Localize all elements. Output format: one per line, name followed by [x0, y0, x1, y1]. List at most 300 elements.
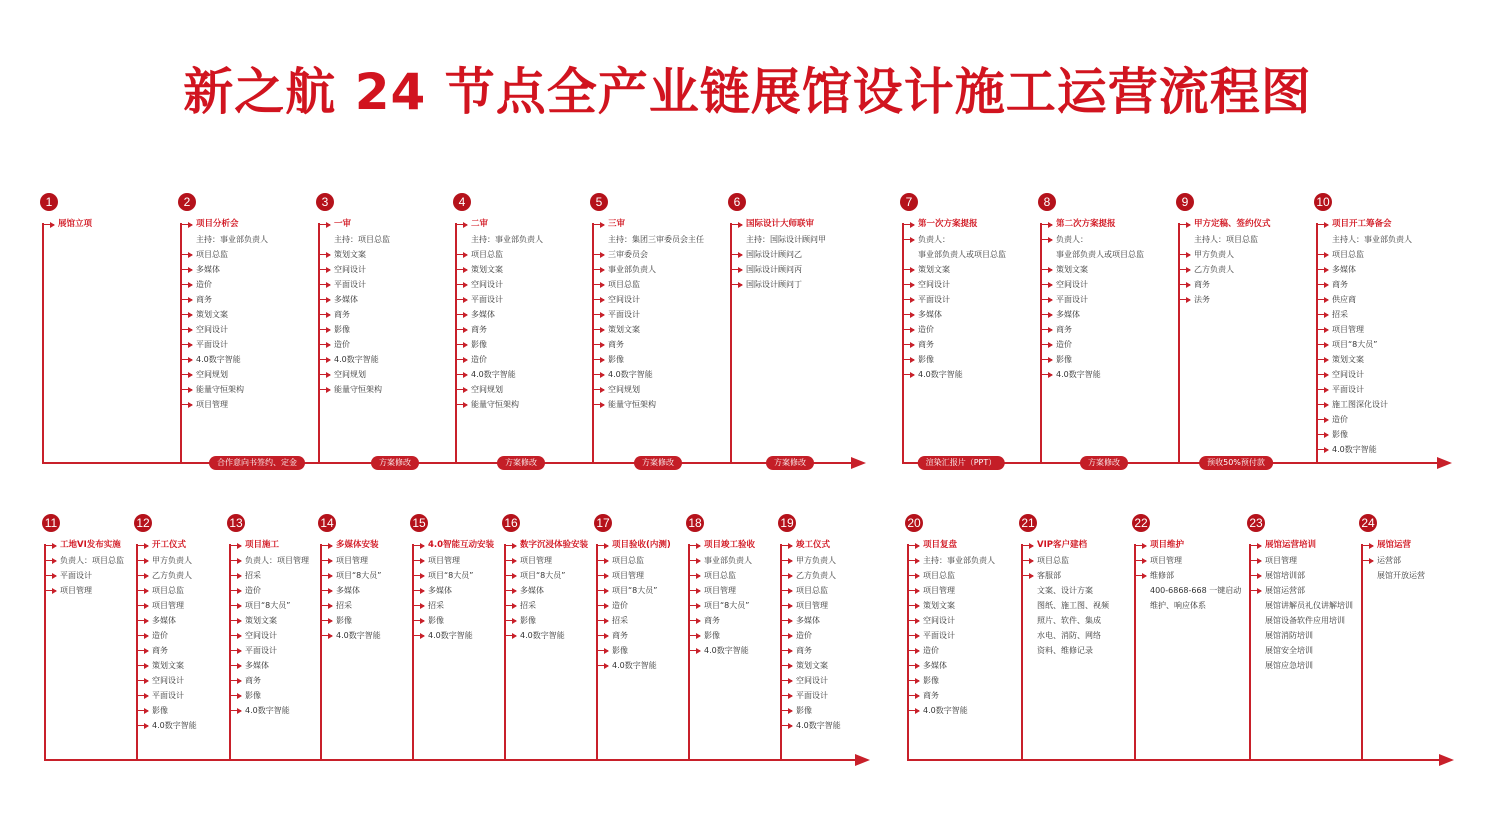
role-item: 展馆讲解员礼仪讲解培训 — [1265, 601, 1353, 610]
role-item: 影像 — [412, 613, 494, 628]
arrow-right-icon — [907, 650, 919, 651]
arrow-right-icon — [229, 545, 241, 546]
step-number-badge: 3 — [316, 193, 334, 211]
role-item: 主持：国际设计顾问甲 — [746, 235, 826, 244]
node-title: 三审 — [608, 219, 626, 229]
arrow-right-icon — [504, 545, 516, 546]
role-item: 商务 — [592, 337, 704, 352]
arrow-right-icon — [136, 605, 148, 606]
role-item: 项目管理 — [1249, 553, 1353, 568]
arrow-right-icon — [1316, 344, 1328, 345]
role-item: 平面设计 — [229, 643, 309, 658]
role-item: 造价 — [136, 628, 197, 643]
arrow-right-icon — [180, 284, 192, 285]
arrow-right-icon — [180, 314, 192, 315]
role-item: 项目管理 — [688, 583, 755, 598]
role-item: 策划文案 — [229, 613, 309, 628]
arrow-right-icon — [504, 560, 516, 561]
arrow-right-icon — [455, 344, 467, 345]
role-item: 造价 — [180, 277, 268, 292]
step-number-badge: 5 — [590, 193, 608, 211]
arrow-right-icon — [1316, 224, 1328, 225]
node-title: 第一次方案提报 — [918, 219, 978, 229]
arrow-right-icon — [592, 314, 604, 315]
arrow-right-icon — [1316, 284, 1328, 285]
role-item: 影像 — [596, 643, 671, 658]
milestone-pill: 合作意向书签约、定金 — [209, 456, 305, 470]
arrow-right-icon — [1134, 545, 1146, 546]
arrow-right-icon — [180, 374, 192, 375]
role-item: 多媒体 — [229, 658, 309, 673]
arrow-right-icon — [592, 329, 604, 330]
arrow-right-icon — [318, 359, 330, 360]
role-item: 项目“8大员” — [320, 568, 381, 583]
arrow-right-icon — [180, 299, 192, 300]
arrow-right-icon — [730, 254, 742, 255]
arrow-right-icon — [780, 545, 792, 546]
arrow-right-icon — [229, 560, 241, 561]
role-item: 策划文案 — [1040, 262, 1144, 277]
node-title: 第二次方案提报 — [1056, 219, 1116, 229]
arrow-right-icon — [229, 680, 241, 681]
role-item: 主持：事业部负责人 — [907, 553, 995, 568]
arrow-right-icon — [455, 314, 467, 315]
node-title: 项目验收(内测) — [612, 540, 671, 550]
role-item: 策划文案 — [318, 247, 390, 262]
arrow-right-icon — [902, 329, 914, 330]
arrow-right-icon — [1316, 389, 1328, 390]
role-item: 国际设计顾问丁 — [730, 277, 826, 292]
role-item: 招采 — [229, 568, 309, 583]
role-item: 400-6868-668 一键启动 — [1150, 586, 1242, 595]
arrow-right-icon — [780, 620, 792, 621]
role-item: 空间设计 — [907, 613, 995, 628]
arrow-right-icon — [596, 545, 608, 546]
arrow-right-icon — [730, 269, 742, 270]
arrow-right-icon — [592, 269, 604, 270]
role-item: 维护、响应体系 — [1150, 601, 1206, 610]
role-item: 能量守恒架构 — [180, 382, 268, 397]
role-item: 影像 — [455, 337, 543, 352]
arrow-right-icon — [455, 359, 467, 360]
role-item: 空间设计 — [1316, 367, 1412, 382]
milestone-pill: 方案修改 — [1080, 456, 1128, 470]
arrow-right-icon — [180, 224, 192, 225]
arrow-right-icon — [136, 545, 148, 546]
arrow-right-icon — [44, 575, 56, 576]
arrow-right-icon — [180, 359, 192, 360]
role-item: 项目管理 — [136, 598, 197, 613]
node-title: 项目分析会 — [196, 219, 239, 229]
role-item: 主持人：事业部负责人 — [1332, 235, 1412, 244]
role-item: 客服部 — [1021, 568, 1109, 583]
arrow-right-icon — [180, 404, 192, 405]
arrow-right-icon — [596, 590, 608, 591]
role-item: 事业部负责人 — [688, 553, 755, 568]
role-item: 国际设计顾问丙 — [730, 262, 826, 277]
arrow-right-icon — [455, 224, 467, 225]
role-item: 项目管理 — [44, 583, 124, 598]
role-item: 招采 — [1316, 307, 1412, 322]
role-item: 项目“8大员” — [504, 568, 588, 583]
arrow-right-icon — [907, 590, 919, 591]
node-title: 项目开工筹备会 — [1332, 219, 1392, 229]
arrow-right-icon — [592, 224, 604, 225]
node-title: 一审 — [334, 219, 352, 229]
arrow-right-icon — [780, 605, 792, 606]
arrow-right-icon — [1249, 590, 1261, 591]
arrow-right-icon — [780, 710, 792, 711]
role-item: 造价 — [780, 628, 841, 643]
arrow-right-icon — [455, 284, 467, 285]
arrow-right-icon — [412, 635, 424, 636]
role-item: 项目总监 — [1021, 553, 1109, 568]
role-item: 项目管理 — [412, 553, 494, 568]
role-item: 商务 — [907, 688, 995, 703]
timeline-axis-arrow — [42, 462, 852, 464]
role-item: 造价 — [902, 322, 1006, 337]
arrow-right-icon — [902, 239, 914, 240]
role-item: 国际设计顾问乙 — [730, 247, 826, 262]
role-item: 商务 — [136, 643, 197, 658]
milestone-pill: 渲染汇报片（PPT） — [918, 456, 1005, 470]
arrow-right-icon — [1316, 254, 1328, 255]
role-item: 运营部 — [1361, 553, 1425, 568]
arrow-right-icon — [907, 680, 919, 681]
role-item: 策划文案 — [902, 262, 1006, 277]
role-item: 影像 — [780, 703, 841, 718]
arrow-right-icon — [136, 680, 148, 681]
arrow-right-icon — [44, 545, 56, 546]
arrow-right-icon — [1040, 269, 1052, 270]
role-item: 供应商 — [1316, 292, 1412, 307]
role-item: 平面设计 — [592, 307, 704, 322]
role-item: 空间设计 — [1040, 277, 1144, 292]
arrow-right-icon — [318, 284, 330, 285]
step-number-badge: 16 — [502, 514, 520, 532]
step-number-badge: 8 — [1038, 193, 1056, 211]
role-item: 水电、消防、网络 — [1037, 631, 1101, 640]
role-item: 4.0数字智能 — [412, 628, 494, 643]
arrow-right-icon — [596, 635, 608, 636]
arrow-right-icon — [596, 575, 608, 576]
arrow-right-icon — [320, 575, 332, 576]
arrow-right-icon — [180, 254, 192, 255]
arrow-right-icon — [318, 254, 330, 255]
arrow-right-icon — [1249, 545, 1261, 546]
role-item: 平面设计 — [136, 688, 197, 703]
arrow-right-icon — [42, 224, 54, 225]
timeline-axis-arrow — [907, 759, 1440, 761]
role-item: 平面设计 — [1316, 382, 1412, 397]
role-item: 三审委员会 — [592, 247, 704, 262]
role-item: 项目总监 — [1316, 247, 1412, 262]
arrow-right-icon — [229, 590, 241, 591]
arrow-right-icon — [1040, 329, 1052, 330]
arrow-right-icon — [320, 635, 332, 636]
node-title: 项目竣工验收 — [704, 540, 756, 550]
arrow-right-icon — [136, 635, 148, 636]
role-item: 造价 — [1316, 412, 1412, 427]
role-item: 平面设计 — [907, 628, 995, 643]
role-item: 多媒体 — [412, 583, 494, 598]
role-item: 商务 — [596, 628, 671, 643]
role-item: 负责人：项目总监 — [44, 553, 124, 568]
role-item: 照片、软件、集成 — [1037, 616, 1101, 625]
arrow-right-icon — [780, 650, 792, 651]
role-item: 空间设计 — [136, 673, 197, 688]
arrow-right-icon — [1316, 419, 1328, 420]
arrow-right-icon — [907, 710, 919, 711]
role-item: 4.0数字智能 — [780, 718, 841, 733]
role-item: 项目管理 — [1316, 322, 1412, 337]
role-item: 负责人：项目管理 — [229, 553, 309, 568]
arrow-right-icon — [1040, 299, 1052, 300]
arrow-right-icon — [688, 575, 700, 576]
arrow-right-icon — [1040, 284, 1052, 285]
role-item: 4.0数字智能 — [688, 643, 755, 658]
role-item: 平面设计 — [180, 337, 268, 352]
arrow-right-icon — [180, 344, 192, 345]
role-item: 文案、设计方案 — [1037, 586, 1093, 595]
role-item: 多媒体 — [136, 613, 197, 628]
node-title: 项目维护 — [1150, 540, 1185, 550]
role-item: 平面设计 — [44, 568, 124, 583]
arrow-right-icon — [320, 560, 332, 561]
role-item: 4.0数字智能 — [1316, 442, 1412, 457]
role-item: 平面设计 — [455, 292, 543, 307]
arrow-right-icon — [1316, 314, 1328, 315]
arrow-right-icon — [1316, 374, 1328, 375]
arrow-right-icon — [592, 344, 604, 345]
arrow-right-icon — [1021, 560, 1033, 561]
milestone-pill: 方案修改 — [497, 456, 545, 470]
step-number-badge: 13 — [227, 514, 245, 532]
arrow-right-icon — [780, 590, 792, 591]
arrow-right-icon — [1040, 239, 1052, 240]
role-item: 4.0数字智能 — [180, 352, 268, 367]
role-item: 项目“8大员” — [412, 568, 494, 583]
node-title: 数字沉浸体验安装 — [520, 540, 589, 550]
role-item: 影像 — [902, 352, 1006, 367]
role-item: 项目管理 — [780, 598, 841, 613]
role-item: 空间设计 — [592, 292, 704, 307]
arrow-right-icon — [318, 344, 330, 345]
step-number-badge: 14 — [318, 514, 336, 532]
role-item: 项目总监 — [780, 583, 841, 598]
role-item: 商务 — [780, 643, 841, 658]
role-item: 展馆应急培训 — [1265, 661, 1313, 670]
role-item: 负责人： — [902, 232, 1006, 247]
arrow-right-icon — [412, 620, 424, 621]
arrow-right-icon — [455, 254, 467, 255]
node-title: 工地VI发布实施 — [60, 540, 121, 550]
role-item: 主持：集团三审委员会主任 — [608, 235, 704, 244]
role-item: 造价 — [455, 352, 543, 367]
milestone-pill: 方案修改 — [766, 456, 814, 470]
arrow-right-icon — [907, 665, 919, 666]
role-item: 乙方负责人 — [136, 568, 197, 583]
step-number-badge: 19 — [778, 514, 796, 532]
role-item: 平面设计 — [1040, 292, 1144, 307]
arrow-right-icon — [688, 590, 700, 591]
arrow-right-icon — [136, 650, 148, 651]
arrow-right-icon — [229, 695, 241, 696]
arrow-right-icon — [229, 710, 241, 711]
role-item: 空间设计 — [229, 628, 309, 643]
arrow-right-icon — [412, 575, 424, 576]
arrow-right-icon — [318, 269, 330, 270]
arrow-right-icon — [907, 545, 919, 546]
arrow-right-icon — [688, 620, 700, 621]
arrow-right-icon — [902, 269, 914, 270]
role-item: 4.0数字智能 — [320, 628, 381, 643]
arrow-right-icon — [596, 605, 608, 606]
arrow-right-icon — [907, 695, 919, 696]
role-item: 事业部负责人或项目总监 — [918, 250, 1006, 259]
role-item: 能量守恒架构 — [318, 382, 390, 397]
role-item: 多媒体 — [780, 613, 841, 628]
role-item: 4.0数字智能 — [596, 658, 671, 673]
role-item: 施工图深化设计 — [1316, 397, 1412, 412]
arrow-right-icon — [318, 224, 330, 225]
role-item: 乙方负责人 — [1178, 262, 1271, 277]
node-title: 多媒体安装 — [336, 540, 379, 550]
role-item: 乙方负责人 — [780, 568, 841, 583]
role-item: 4.0数字智能 — [318, 352, 390, 367]
role-item: 4.0数字智能 — [902, 367, 1006, 382]
role-item: 主持：项目总监 — [334, 235, 390, 244]
role-item: 主持：事业部负责人 — [471, 235, 543, 244]
arrow-right-icon — [504, 575, 516, 576]
step-number-badge: 6 — [728, 193, 746, 211]
role-item: 平面设计 — [318, 277, 390, 292]
arrow-right-icon — [902, 224, 914, 225]
arrow-right-icon — [320, 605, 332, 606]
node-title: 甲方定稿、签约仪式 — [1194, 219, 1271, 229]
role-item: 展馆设备软件应用培训 — [1265, 616, 1345, 625]
role-item: 空间设计 — [180, 322, 268, 337]
arrow-right-icon — [136, 560, 148, 561]
arrow-right-icon — [596, 560, 608, 561]
role-item: 招采 — [320, 598, 381, 613]
arrow-right-icon — [455, 299, 467, 300]
role-item: 平面设计 — [902, 292, 1006, 307]
arrow-right-icon — [455, 269, 467, 270]
role-item: 策划文案 — [180, 307, 268, 322]
step-number-badge: 18 — [686, 514, 704, 532]
arrow-right-icon — [688, 605, 700, 606]
step-number-badge: 11 — [42, 514, 60, 532]
role-item: 商务 — [1040, 322, 1144, 337]
arrow-right-icon — [412, 605, 424, 606]
node-title: 项目施工 — [245, 540, 280, 550]
role-item: 4.0数字智能 — [1040, 367, 1144, 382]
arrow-right-icon — [907, 605, 919, 606]
page-title: 新之航 24 节点全产业链展馆设计施工运营流程图 — [183, 63, 1312, 121]
role-item: 主持人：项目总监 — [1194, 235, 1258, 244]
arrow-right-icon — [596, 665, 608, 666]
role-item: 空间设计 — [455, 277, 543, 292]
step-number-badge: 23 — [1247, 514, 1265, 532]
role-item: 多媒体 — [1040, 307, 1144, 322]
arrow-right-icon — [780, 560, 792, 561]
role-item: 空间规划 — [180, 367, 268, 382]
step-number-badge: 20 — [905, 514, 923, 532]
arrow-right-icon — [592, 404, 604, 405]
arrow-right-icon — [1316, 299, 1328, 300]
arrow-right-icon — [504, 620, 516, 621]
role-item: 主持：事业部负责人 — [196, 235, 268, 244]
arrow-right-icon — [1249, 560, 1261, 561]
arrow-right-icon — [1178, 299, 1190, 300]
arrow-right-icon — [504, 605, 516, 606]
arrow-right-icon — [1021, 575, 1033, 576]
role-item: 多媒体 — [907, 658, 995, 673]
role-item: 空间规划 — [455, 382, 543, 397]
role-item: 商务 — [229, 673, 309, 688]
role-item: 图纸、施工图、视频 — [1037, 601, 1109, 610]
arrow-right-icon — [455, 404, 467, 405]
node-title: 4.0智能互动安装 — [428, 540, 495, 550]
role-item: 多媒体 — [318, 292, 390, 307]
arrow-right-icon — [907, 620, 919, 621]
role-item: 空间设计 — [780, 673, 841, 688]
role-item: 项目总监 — [136, 583, 197, 598]
role-item: 影像 — [592, 352, 704, 367]
arrow-right-icon — [902, 344, 914, 345]
arrow-right-icon — [455, 374, 467, 375]
step-number-badge: 21 — [1019, 514, 1037, 532]
arrow-right-icon — [907, 560, 919, 561]
arrow-right-icon — [780, 680, 792, 681]
arrow-right-icon — [1134, 560, 1146, 561]
arrow-right-icon — [318, 389, 330, 390]
arrow-right-icon — [180, 269, 192, 270]
step-number-badge: 4 — [453, 193, 471, 211]
role-item: 事业部负责人 — [592, 262, 704, 277]
role-item: 项目总监 — [596, 553, 671, 568]
arrow-right-icon — [1178, 284, 1190, 285]
role-item: 空间规划 — [592, 382, 704, 397]
arrow-right-icon — [1040, 359, 1052, 360]
role-item: 多媒体 — [455, 307, 543, 322]
arrow-right-icon — [44, 560, 56, 561]
role-item: 项目“8大员” — [596, 583, 671, 598]
arrow-right-icon — [1361, 545, 1373, 546]
role-item: 多媒体 — [902, 307, 1006, 322]
arrow-right-icon — [688, 560, 700, 561]
node-title: 展馆运营 — [1377, 540, 1412, 550]
role-item: 商务 — [1178, 277, 1271, 292]
arrow-right-icon — [455, 329, 467, 330]
arrow-right-icon — [780, 665, 792, 666]
node-title: 国际设计大师联审 — [746, 219, 815, 229]
connector-line — [42, 223, 44, 463]
arrow-right-icon — [780, 725, 792, 726]
arrow-right-icon — [136, 710, 148, 711]
role-item: 能量守恒架构 — [455, 397, 543, 412]
role-item: 空间设计 — [902, 277, 1006, 292]
arrow-right-icon — [592, 299, 604, 300]
role-item: 影像 — [320, 613, 381, 628]
role-item: 能量守恒架构 — [592, 397, 704, 412]
step-number-badge: 24 — [1359, 514, 1377, 532]
arrow-right-icon — [44, 590, 56, 591]
arrow-right-icon — [1021, 545, 1033, 546]
milestone-pill: 预收50%预付款 — [1199, 456, 1273, 470]
node-title: 二审 — [471, 219, 489, 229]
